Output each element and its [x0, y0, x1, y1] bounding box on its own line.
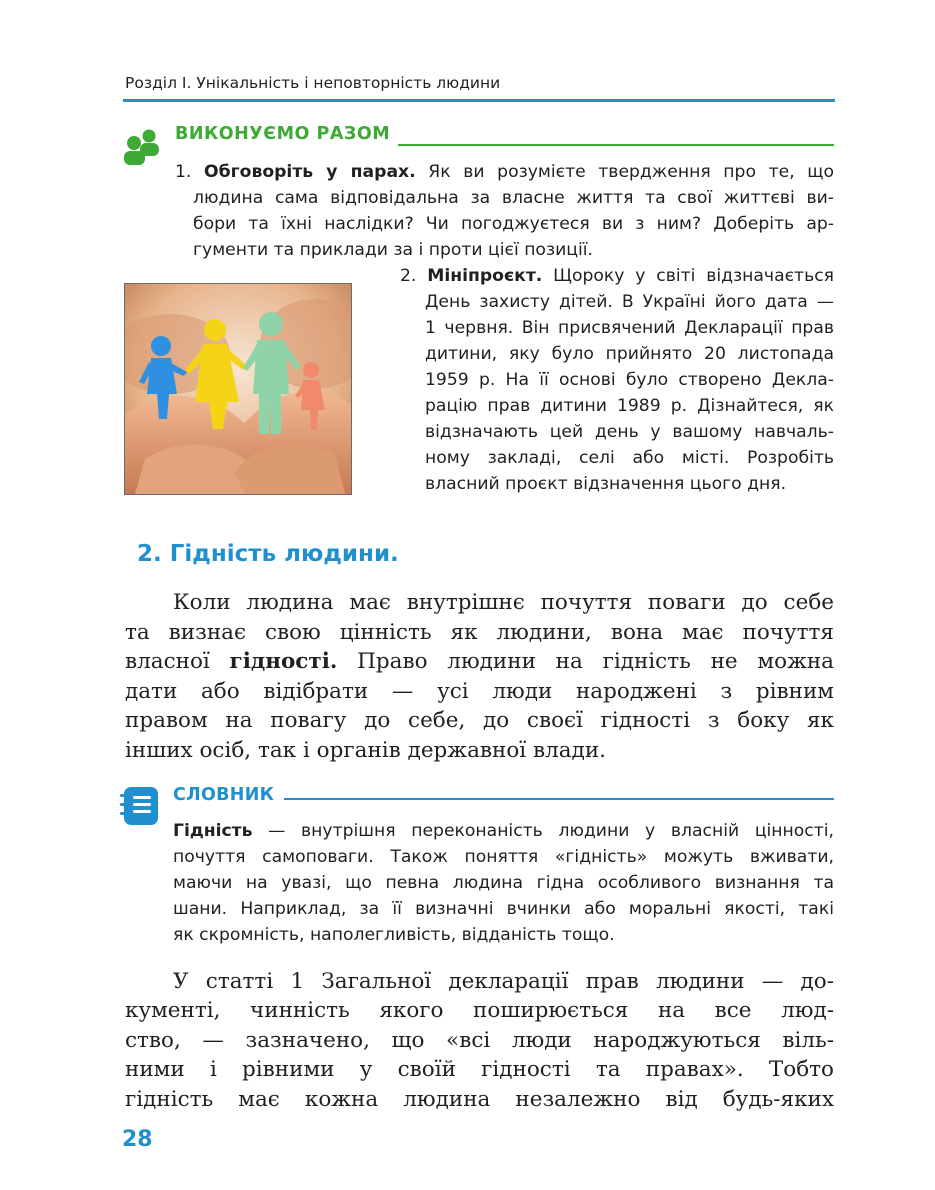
task-1-line: гументи та приклади за і проти цієї позиції. — [193, 240, 593, 260]
header-divider — [123, 99, 835, 102]
dignity-term: гідності. — [229, 649, 338, 674]
paragraph-line: дати або відібрати — усі люди народжені з рівним — [125, 679, 834, 704]
paragraph-line: У статті 1 Загальної декларації прав людини — до- — [173, 969, 834, 994]
paragraph-text: власної — [125, 649, 230, 674]
task-2-line: День захисту дітей. В Україні його дата — — [425, 292, 834, 312]
paragraph-line: ство, — зазначено, що «всі люди народжуються віль- — [125, 1028, 834, 1053]
joint-activity-rule — [398, 144, 834, 146]
task-1-number: 1. — [175, 162, 192, 182]
notebook-icon — [118, 785, 160, 827]
running-header: Розділ І. Унікальність і неповторність людини — [125, 74, 501, 92]
glossary-heading: СЛОВНИК — [173, 785, 275, 805]
glossary-line: почуття самоповаги. Також поняття «гідність» можуть вживати, — [173, 847, 834, 867]
section-title: 2. Гідність людини. — [137, 541, 399, 567]
task-2-line: відзначають цей день у вашому навчаль- — [425, 422, 834, 442]
paragraph-line: інших осіб, так і органів державної влади. — [125, 738, 606, 763]
task-2-line: рацію прав дитини 1989 р. Дізнайтеся, як — [425, 396, 834, 416]
paragraph-line: ними і рівними у своїй гідності та правах». Тобто — [125, 1057, 834, 1082]
task-2-bold: Мініпроєкт. — [427, 266, 543, 286]
task-2-line: 1 червня. Він присвячений Декларації прав — [425, 318, 834, 338]
task-2-line: 1959 р. На її основі було створено Декла- — [425, 370, 834, 390]
glossary-line: маючи на увазі, що певна людина гідна особливого визнання та — [173, 873, 834, 893]
task-2-number: 2. — [400, 266, 417, 286]
joint-activity-heading: ВИКОНУЄМО РАЗОМ — [175, 124, 391, 144]
glossary-line: як скромність, наполегливість, відданість тощо. — [173, 925, 615, 945]
glossary-term: Гідність — [173, 821, 253, 841]
task-2-line: дитини, яку було прийнято 20 листопада — [425, 344, 834, 364]
glossary-text: — внутрішня переконаність людини у власній цінності, — [252, 821, 834, 841]
team-icon — [122, 128, 162, 166]
paragraph-line: гідність має кожна людина незалежно від будь-яких — [125, 1087, 834, 1112]
paragraph-line: кументі, чинність якого поширюється на все люд- — [125, 998, 834, 1023]
task-2-line: ному закладі, селі або місті. Розробіть — [425, 448, 834, 468]
task-1-line: людина сама відповідальна за власне життя та свої життєві ви- — [193, 188, 834, 208]
page-number: 28 — [122, 1127, 153, 1152]
task-2-line: Щороку у світі відзначається — [542, 266, 834, 286]
glossary-rule — [284, 798, 834, 800]
glossary-line: шани. Наприклад, за її визначні вчинки або моральні якості, такі — [173, 899, 834, 919]
task-2-line: власний проєкт відзначення цього дня. — [425, 474, 787, 494]
task-1-line: Як ви розумієте твердження про те, що — [415, 162, 834, 182]
paragraph-line: Коли людина має внутрішнє почуття поваги до себе — [173, 590, 834, 615]
paragraph-line: та визнає свою цінність як людини, вона має почуття — [125, 620, 834, 645]
hands-family-photo — [124, 283, 352, 495]
task-1-line: бори та їхні наслідки? Чи погоджуєтеся ви з ним? Доберіть ар- — [193, 214, 834, 234]
task-1-bold: Обговоріть у парах. — [204, 162, 416, 182]
paragraph-line: правом на повагу до себе, до своєї гідності з боку як — [125, 708, 834, 733]
paragraph-text: Право людини на гідність не можна — [337, 649, 834, 674]
